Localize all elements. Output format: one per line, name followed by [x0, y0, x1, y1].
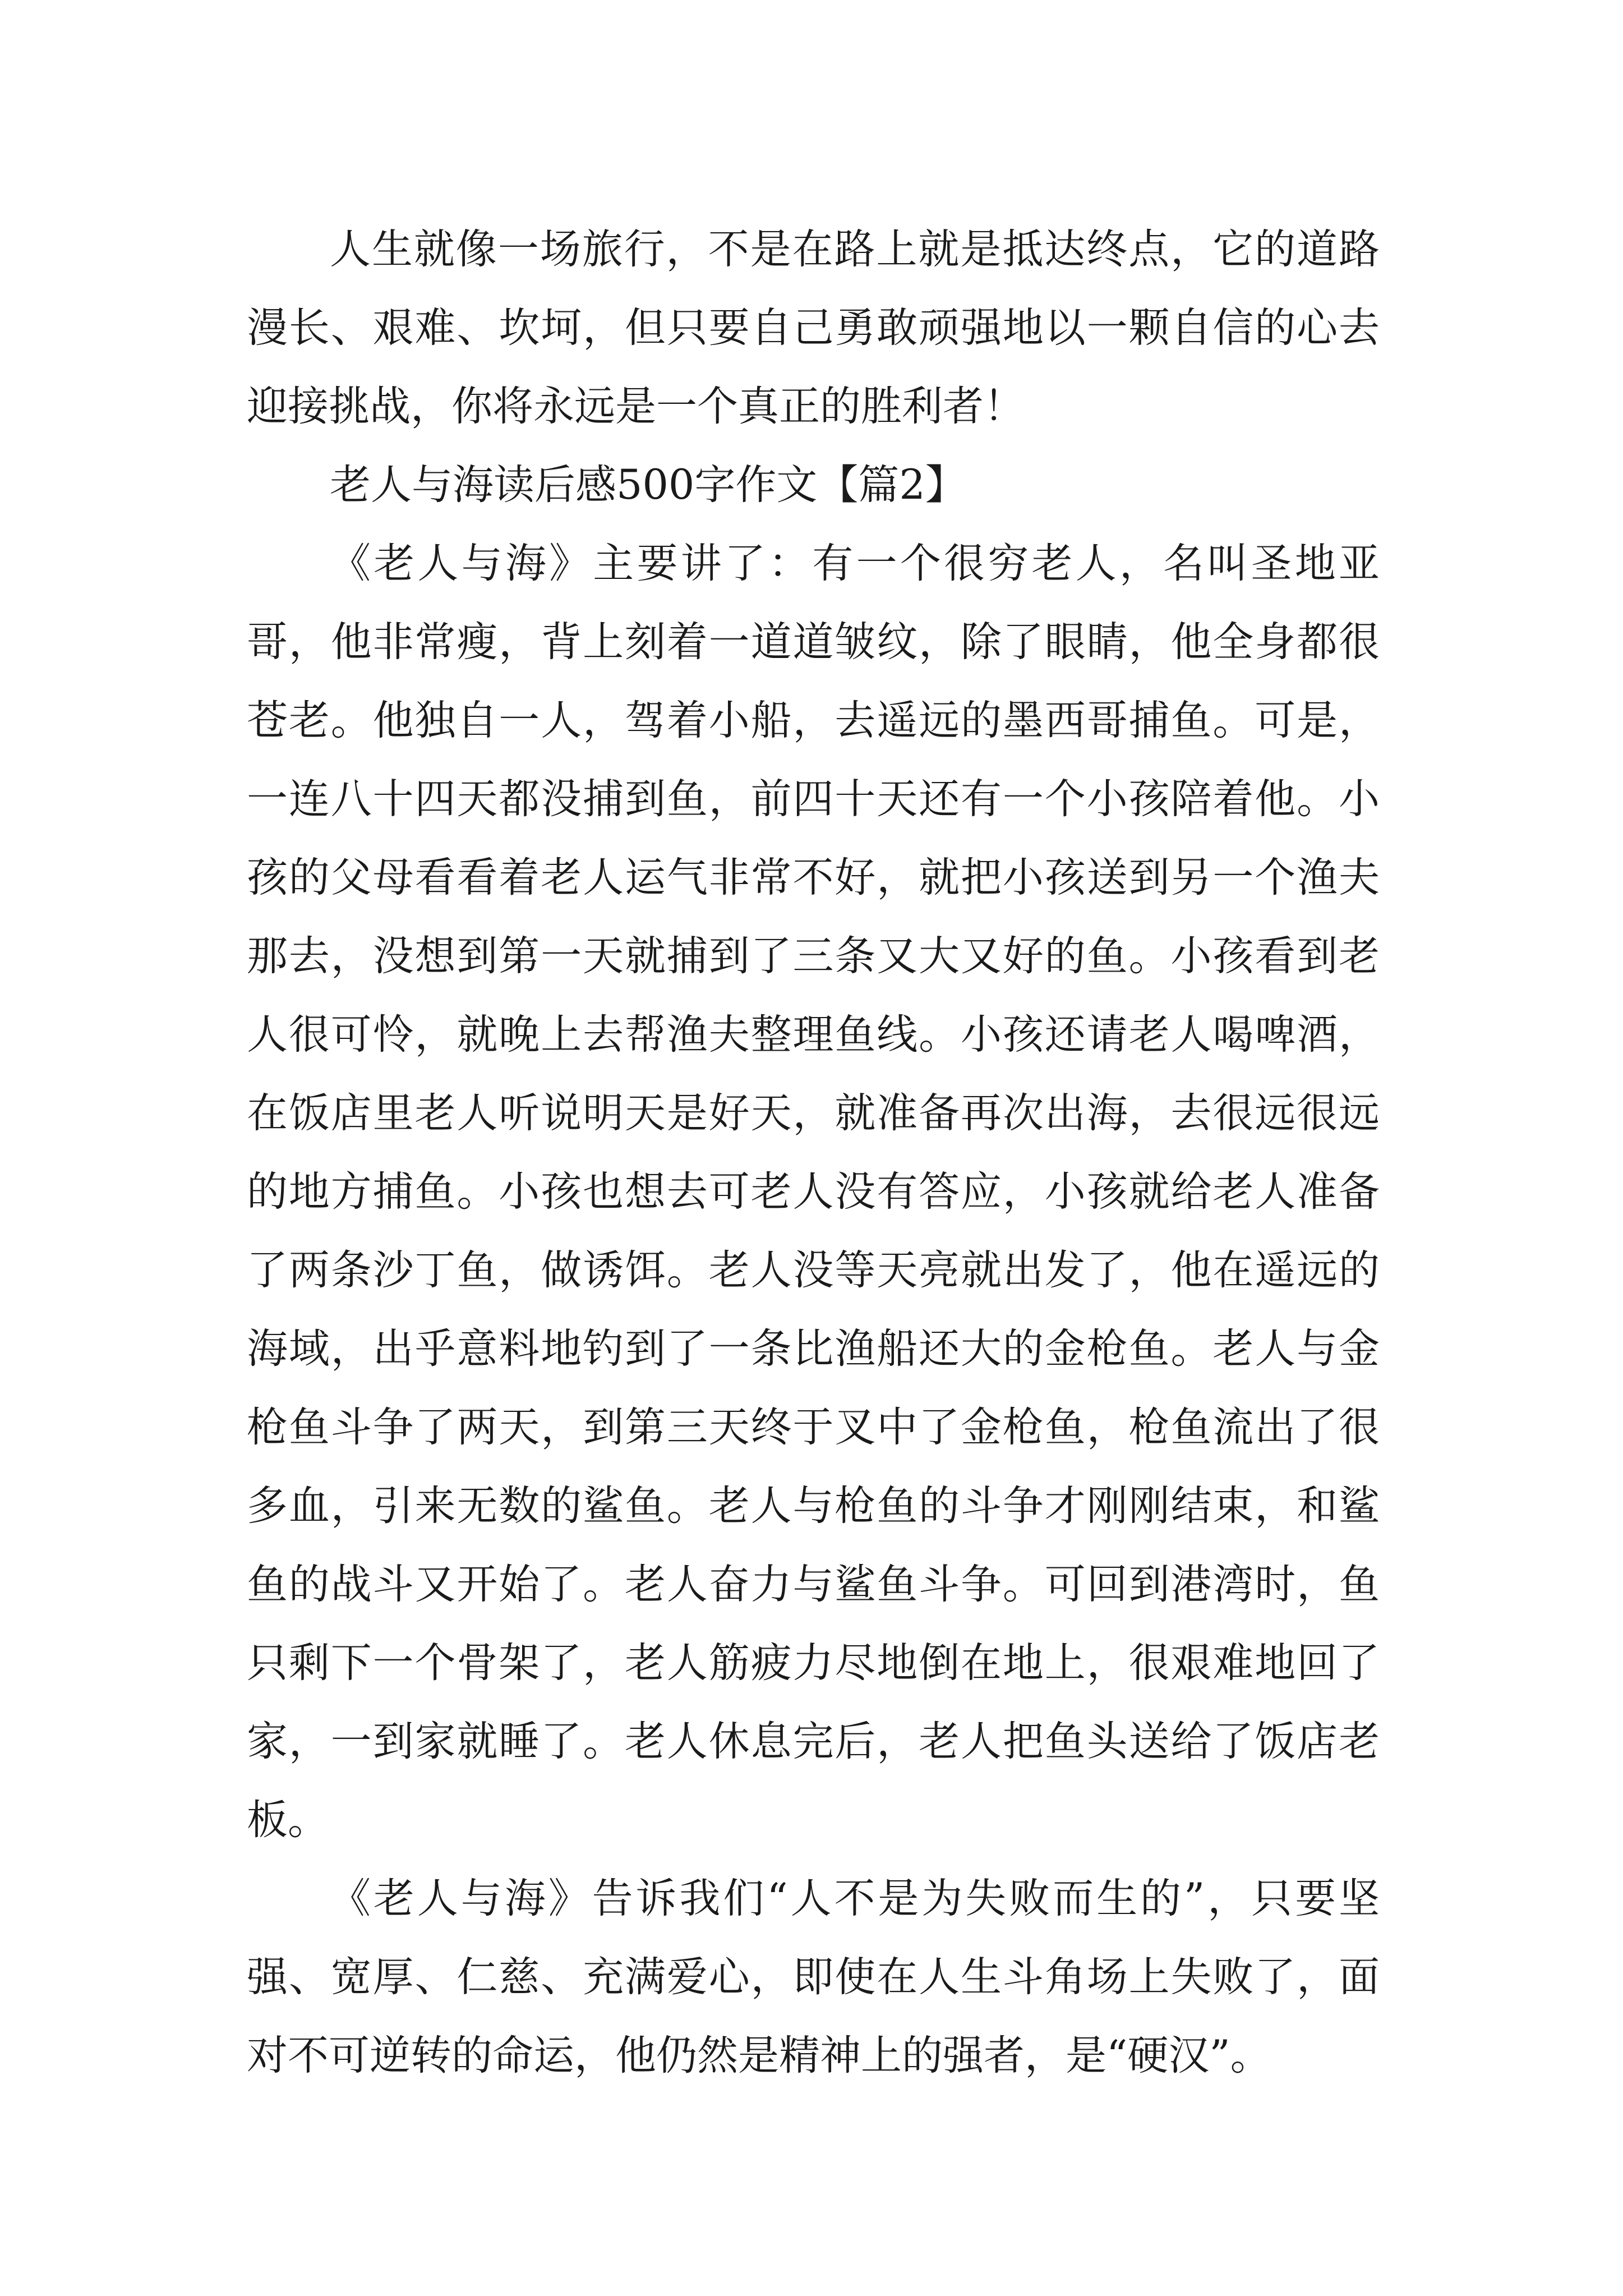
paragraph-lesson: 《老人与海》告诉我们“人不是为失败而生的”，只要坚强、宽厚、仁慈、充满爱心，即使在人生斗角场上失败了，面对不可逆转的命运，他仍然是精神上的强者，是“硬汉”。: [247, 1875, 1380, 2079]
paragraph-summary: 《老人与海》主要讲了：有一个很穷老人，名叫圣地亚哥，他非常瘦，背上刻着一道道皱纹，除了眼睛，他全身都很苍老。他独自一人，驾着小船，去遥远的墨西哥捕鱼。可是，一连八十四天都没捕到鱼，前四十天还有一个小孩陪着他。小孩的父母看看着老人运气非常不好，就把小孩送到另一个渔夫那去，没想到第一天就捕到了三条又大又好的鱼。小孩看到老人很可怜，就晚上去帮渔夫整理鱼线。小孩还请老人喝啤酒，在饭店里老人听说明天是好天，就准备再次出海，去很远很远的地方捕鱼。小孩也想去可老人没有答应，小孩就给老人准备了两条沙丁鱼，做诱饵。老人没等天亮就出发了，他在遥远的海域，出乎意料地钓到了一条比渔船还大的金枪鱼。老人与金枪鱼斗争了两天，到第三天终于叉中了金枪鱼，枪鱼流出了很多血，引来无数的鲨鱼。老人与枪鱼的斗争才刚刚结束，和鲨鱼的战斗又开始了。老人奋力与鲨鱼斗争。可回到港湾时，鱼只剩下一个骨架了，老人筋疲力尽地倒在地上，很艰难地回了家，一到家就睡了。老人休息完后，老人把鱼头送给了饭店老板。: [247, 540, 1380, 1844]
section-heading: 老人与海读后感500字作文【篇2】: [330, 461, 966, 509]
paragraph-intro-conclusion: 人生就像一场旅行，不是在路上就是抵达终点，它的道路漫长、艰难、坎坷，但只要自己勇敢顽强地以一颗自信的心去迎接挑战，你将永远是一个真正的胜利者！: [247, 226, 1380, 430]
document-body: [247, 210, 1380, 2095]
